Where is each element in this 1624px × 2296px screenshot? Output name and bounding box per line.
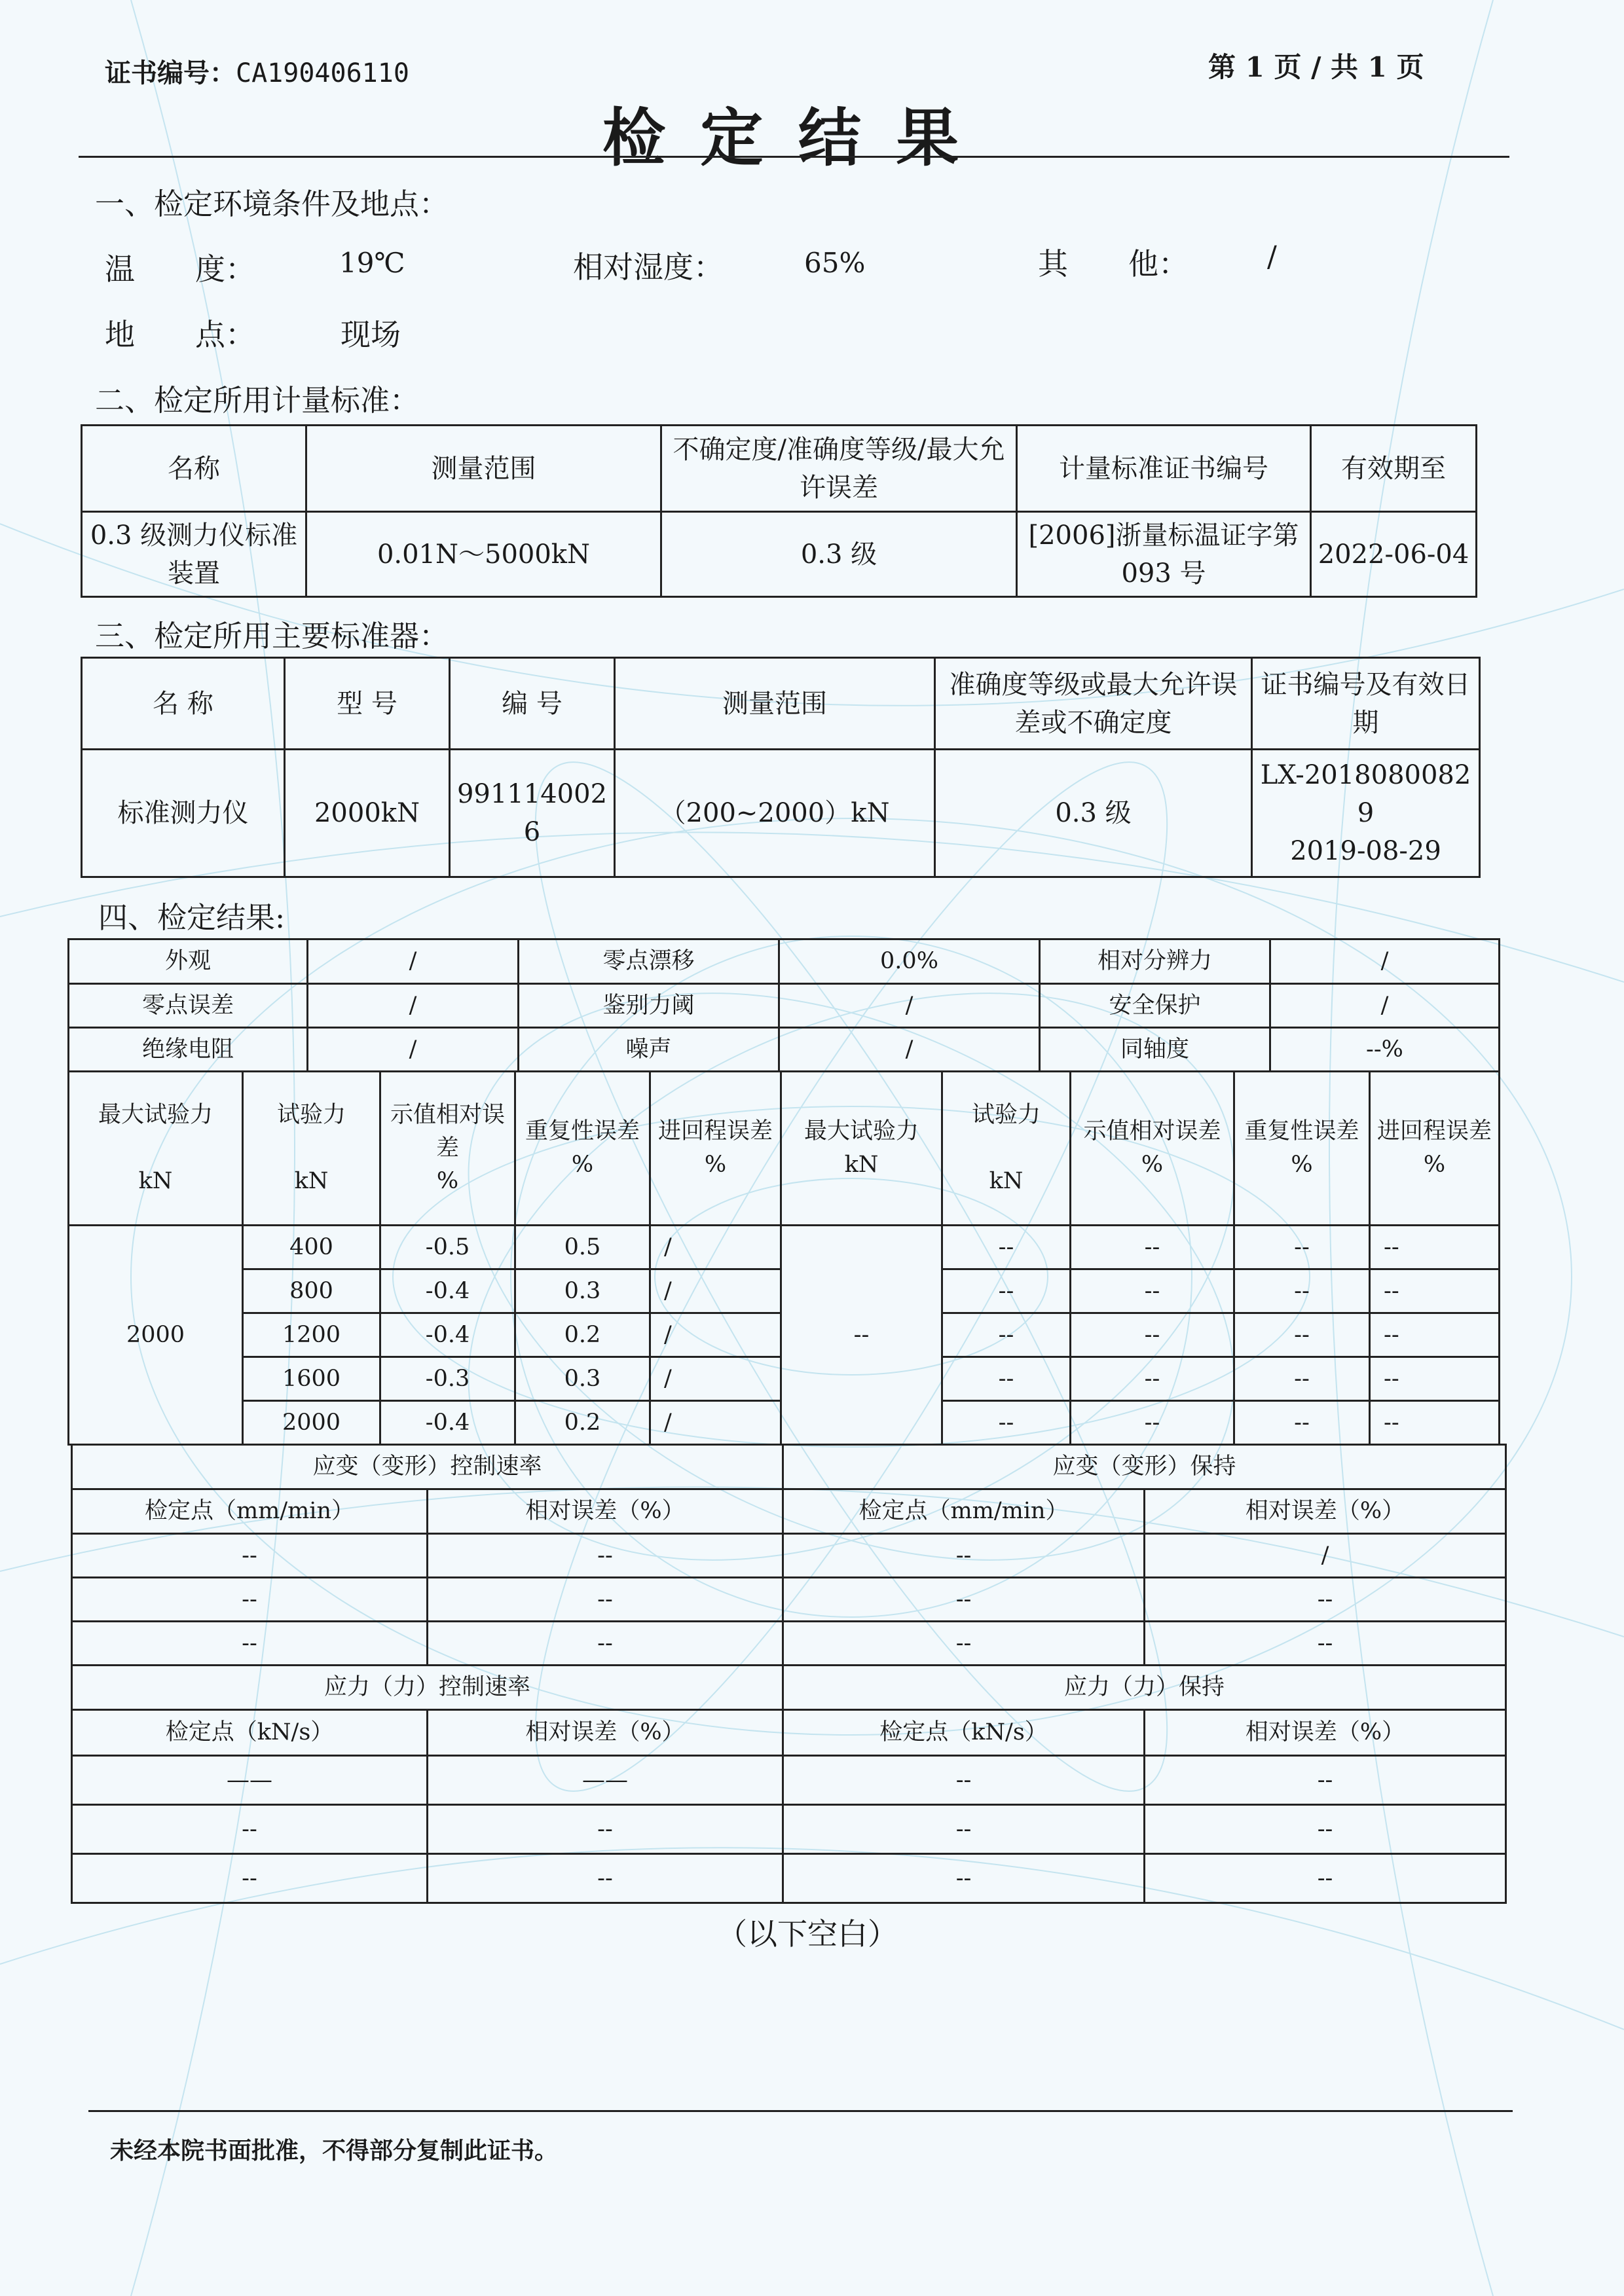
inst-header-name: 名 称 bbox=[82, 658, 285, 750]
hdr-text: 最大试验力 bbox=[98, 1101, 213, 1128]
section2-heading: 二、检定所用计量标准： bbox=[95, 383, 420, 418]
stress-point-header: 检定点（kN/s） bbox=[72, 1710, 428, 1756]
r-force-value: -- bbox=[942, 1269, 1071, 1313]
r-repeat-value: -- bbox=[1234, 1401, 1370, 1445]
hdr-unit: % bbox=[1423, 1152, 1446, 1178]
rel-error-value: -0.4 bbox=[380, 1401, 515, 1445]
page-title: 检 定 结 果 bbox=[602, 101, 966, 175]
temperature-value: 19℃ bbox=[339, 247, 405, 279]
r-reverse-value: -- bbox=[1370, 1401, 1500, 1445]
strain-hold-title: 应变（变形）保持 bbox=[783, 1445, 1506, 1489]
inst-cert-date: 2019-08-29 bbox=[1290, 836, 1441, 866]
basic-value: / bbox=[308, 939, 519, 984]
main-instrument-table bbox=[81, 657, 1481, 878]
basic-checks-table bbox=[67, 938, 1500, 1072]
inst-header-serial: 编 号 bbox=[450, 658, 615, 750]
force-value: 1200 bbox=[243, 1313, 380, 1357]
std-header-valid: 有效期至 bbox=[1311, 426, 1477, 512]
strain-cell: / bbox=[1145, 1534, 1506, 1578]
basic-value: / bbox=[779, 984, 1040, 1028]
std-cert: [2006]浙量标温证字第 093 号 bbox=[1017, 512, 1311, 597]
hdr-unit: % bbox=[1141, 1152, 1164, 1178]
basic-label: 同轴度 bbox=[1040, 1028, 1270, 1072]
humidity-value: 65% bbox=[804, 247, 866, 279]
stress-error-header: 相对误差（%） bbox=[428, 1710, 783, 1756]
strain-cell: -- bbox=[1145, 1578, 1506, 1622]
inst-header-range: 测量范围 bbox=[615, 658, 935, 750]
stress-cell: -- bbox=[1145, 1805, 1506, 1854]
hdr-unit: % bbox=[571, 1152, 594, 1178]
reverse-value: / bbox=[650, 1313, 781, 1357]
strain-cell: -- bbox=[1145, 1622, 1506, 1666]
basic-label: 外观 bbox=[69, 939, 308, 984]
stress-hold-title: 应力（力）保持 bbox=[783, 1666, 1506, 1710]
certificate-number-label: 证书编号： bbox=[105, 58, 236, 88]
std-header-range: 测量范围 bbox=[306, 426, 661, 512]
strain-cell: -- bbox=[72, 1578, 428, 1622]
r-rel-error-value: -- bbox=[1071, 1269, 1234, 1313]
hdr-text: 示值相对误差 bbox=[390, 1101, 505, 1161]
r-rel-error-value: -- bbox=[1071, 1313, 1234, 1357]
basic-value: / bbox=[308, 984, 519, 1028]
blank-below-note: （以下空白） bbox=[717, 1916, 898, 1952]
footer-notice: 未经本院书面批准，不得部分复制此证书。 bbox=[110, 2138, 559, 2164]
r-repeat-value: -- bbox=[1234, 1226, 1370, 1269]
hdr-text: 最大试验力 bbox=[803, 1118, 919, 1145]
r-repeat-value: -- bbox=[1234, 1357, 1370, 1401]
inst-cert-number: LX-20180800829 bbox=[1260, 760, 1471, 828]
r-reverse-value: -- bbox=[1370, 1269, 1500, 1313]
stress-cell: -- bbox=[72, 1854, 428, 1903]
basic-value: 0.0% bbox=[779, 939, 1040, 984]
hdr-text: 重复性误差 bbox=[525, 1118, 640, 1145]
reverse-value: / bbox=[650, 1269, 781, 1313]
r-reverse-value: -- bbox=[1370, 1357, 1500, 1401]
strain-cell: -- bbox=[72, 1622, 428, 1666]
repeat-value: 0.3 bbox=[515, 1269, 650, 1313]
basic-value: --% bbox=[1270, 1028, 1500, 1072]
inst-header-cert: 证书编号及有效日期 bbox=[1252, 658, 1480, 750]
repeat-value: 0.3 bbox=[515, 1357, 650, 1401]
strain-error-header: 相对误差（%） bbox=[428, 1489, 783, 1534]
std-name: 0.3 级测力仪标准装置 bbox=[82, 512, 306, 597]
hdr-repeat-right bbox=[1234, 1072, 1370, 1226]
force-row bbox=[69, 1226, 1500, 1269]
r-repeat-value: -- bbox=[1234, 1269, 1370, 1313]
r-rel-error-value: -- bbox=[1071, 1357, 1234, 1401]
strain-hold-error-header: 相对误差（%） bbox=[1145, 1489, 1506, 1534]
reverse-value: / bbox=[650, 1401, 781, 1445]
inst-name: 标准测力仪 bbox=[82, 750, 285, 877]
hdr-reverse-left bbox=[650, 1072, 781, 1226]
std-header-uncertainty: 不确定度/准确度等级/最大允许误差 bbox=[661, 426, 1017, 512]
basic-label: 相对分辨力 bbox=[1040, 939, 1270, 984]
strain-cell: -- bbox=[72, 1534, 428, 1578]
basic-value: / bbox=[1270, 939, 1500, 984]
hdr-rel-error-right bbox=[1071, 1072, 1234, 1226]
hdr-force-left bbox=[243, 1072, 380, 1226]
rel-error-value: -0.4 bbox=[380, 1269, 515, 1313]
r-reverse-value: -- bbox=[1370, 1313, 1500, 1357]
inst-range: （200~2000）kN bbox=[615, 750, 935, 877]
r-reverse-value: -- bbox=[1370, 1226, 1500, 1269]
repeat-value: 0.2 bbox=[515, 1313, 650, 1357]
hdr-text: 进回程误差 bbox=[1376, 1118, 1492, 1145]
stress-cell: —— bbox=[72, 1756, 428, 1805]
hdr-text: 重复性误差 bbox=[1244, 1118, 1359, 1145]
force-value: 800 bbox=[243, 1269, 380, 1313]
repeat-value: 0.2 bbox=[515, 1401, 650, 1445]
stress-hold-error-header: 相对误差（%） bbox=[1145, 1710, 1506, 1756]
strain-point-header: 检定点（mm/min） bbox=[72, 1489, 428, 1534]
basic-label: 零点误差 bbox=[69, 984, 308, 1028]
std-range: 0.01N～5000kN bbox=[306, 512, 661, 597]
hdr-text: 示值相对误差 bbox=[1083, 1118, 1221, 1145]
rel-error-value: -0.4 bbox=[380, 1313, 515, 1357]
r-rel-error-value: -- bbox=[1071, 1226, 1234, 1269]
stress-control-title: 应力（力）控制速率 bbox=[72, 1666, 783, 1710]
basic-value: / bbox=[779, 1028, 1040, 1072]
r-force-value: -- bbox=[942, 1401, 1071, 1445]
hdr-unit: kN bbox=[844, 1152, 879, 1178]
strain-cell: -- bbox=[428, 1622, 783, 1666]
std-uncertainty: 0.3 级 bbox=[661, 512, 1017, 597]
strain-row bbox=[72, 1622, 1506, 1666]
stress-cell: -- bbox=[428, 1805, 783, 1854]
stress-cell: -- bbox=[783, 1756, 1145, 1805]
hdr-max-force-left bbox=[69, 1072, 243, 1226]
place-label: 地 点： bbox=[105, 317, 255, 352]
hdr-force-right bbox=[942, 1072, 1071, 1226]
force-value: 400 bbox=[243, 1226, 380, 1269]
hdr-max-force-right bbox=[781, 1072, 942, 1226]
max-force-right-value: -- bbox=[781, 1226, 942, 1445]
stress-cell: -- bbox=[1145, 1756, 1506, 1805]
inst-model: 2000kN bbox=[285, 750, 450, 877]
r-repeat-value: -- bbox=[1234, 1313, 1370, 1357]
stress-cell: —— bbox=[428, 1756, 783, 1805]
r-force-value: -- bbox=[942, 1357, 1071, 1401]
force-value: 1600 bbox=[243, 1357, 380, 1401]
inst-header-accuracy: 准确度等级或最大允许误差或不确定度 bbox=[935, 658, 1252, 750]
strain-row bbox=[72, 1578, 1506, 1622]
strain-cell: -- bbox=[428, 1578, 783, 1622]
metrology-standard-table bbox=[81, 424, 1477, 598]
basic-label: 鉴别力阈 bbox=[519, 984, 779, 1028]
rel-error-value: -0.3 bbox=[380, 1357, 515, 1401]
basic-label: 噪声 bbox=[519, 1028, 779, 1072]
title-divider bbox=[79, 156, 1509, 158]
stress-cell: -- bbox=[1145, 1854, 1506, 1903]
hdr-unit: kN bbox=[138, 1168, 173, 1195]
other-label: 其 他： bbox=[1038, 246, 1189, 282]
stress-row bbox=[72, 1756, 1506, 1805]
page-info: 第 1 页 / 共 1 页 bbox=[1208, 51, 1424, 83]
strain-cell: -- bbox=[783, 1622, 1145, 1666]
inst-accuracy: 0.3 级 bbox=[935, 750, 1252, 877]
rel-error-value: -0.5 bbox=[380, 1226, 515, 1269]
strain-cell: -- bbox=[783, 1534, 1145, 1578]
hdr-text: 试验力 bbox=[971, 1101, 1041, 1128]
basic-value: / bbox=[1270, 984, 1500, 1028]
basic-label: 绝缘电阻 bbox=[69, 1028, 308, 1072]
hdr-unit: kN bbox=[989, 1168, 1024, 1195]
strain-cell: -- bbox=[783, 1578, 1145, 1622]
hdr-unit: % bbox=[704, 1152, 727, 1178]
basic-label: 安全保护 bbox=[1040, 984, 1270, 1028]
certificate-number-value: CA190406110 bbox=[236, 58, 409, 88]
reverse-value: / bbox=[650, 1226, 781, 1269]
std-valid: 2022-06-04 bbox=[1311, 512, 1477, 597]
max-force-left-value: 2000 bbox=[69, 1226, 243, 1445]
stress-cell: -- bbox=[428, 1854, 783, 1903]
hdr-rel-error-left bbox=[380, 1072, 515, 1226]
hdr-unit: kN bbox=[294, 1168, 329, 1195]
std-header-cert: 计量标准证书编号 bbox=[1017, 426, 1311, 512]
std-header-name: 名称 bbox=[82, 426, 306, 512]
stress-row bbox=[72, 1805, 1506, 1854]
basic-label: 零点漂移 bbox=[519, 939, 779, 984]
stress-row bbox=[72, 1854, 1506, 1903]
place-value: 现场 bbox=[341, 317, 401, 352]
section3-heading: 三、检定所用主要标准器： bbox=[95, 619, 449, 653]
footer-divider bbox=[88, 2110, 1513, 2112]
hdr-unit: % bbox=[1291, 1152, 1313, 1178]
inst-serial: 9911140026 bbox=[450, 750, 615, 877]
inst-cert-cell bbox=[1252, 750, 1480, 877]
stress-cell: -- bbox=[783, 1805, 1145, 1854]
stress-hold-point-header: 检定点（kN/s） bbox=[783, 1710, 1145, 1756]
strain-row bbox=[72, 1534, 1506, 1578]
hdr-text: 进回程误差 bbox=[657, 1118, 773, 1145]
control-rate-table bbox=[71, 1444, 1507, 1904]
hdr-unit: % bbox=[436, 1168, 459, 1195]
section1-heading: 一、检定环境条件及地点： bbox=[95, 187, 449, 221]
r-rel-error-value: -- bbox=[1071, 1401, 1234, 1445]
r-force-value: -- bbox=[942, 1313, 1071, 1357]
hdr-repeat-left bbox=[515, 1072, 650, 1226]
repeat-value: 0.5 bbox=[515, 1226, 650, 1269]
reverse-value: / bbox=[650, 1357, 781, 1401]
stress-cell: -- bbox=[783, 1854, 1145, 1903]
force-test-table bbox=[67, 1070, 1500, 1446]
certificate-number bbox=[105, 52, 409, 90]
inst-header-model: 型 号 bbox=[285, 658, 450, 750]
humidity-label: 相对湿度： bbox=[573, 249, 724, 285]
section4-heading: 四、检定结果: bbox=[98, 900, 286, 935]
hdr-reverse-right bbox=[1370, 1072, 1500, 1226]
strain-cell: -- bbox=[428, 1534, 783, 1578]
strain-control-title: 应变（变形）控制速率 bbox=[72, 1445, 783, 1489]
basic-value: / bbox=[308, 1028, 519, 1072]
stress-cell: -- bbox=[72, 1805, 428, 1854]
strain-hold-point-header: 检定点（mm/min） bbox=[783, 1489, 1145, 1534]
force-value: 2000 bbox=[243, 1401, 380, 1445]
hdr-text: 试验力 bbox=[276, 1101, 346, 1128]
temperature-label: 温 度： bbox=[105, 251, 255, 287]
r-force-value: -- bbox=[942, 1226, 1071, 1269]
other-value: / bbox=[1267, 240, 1277, 274]
